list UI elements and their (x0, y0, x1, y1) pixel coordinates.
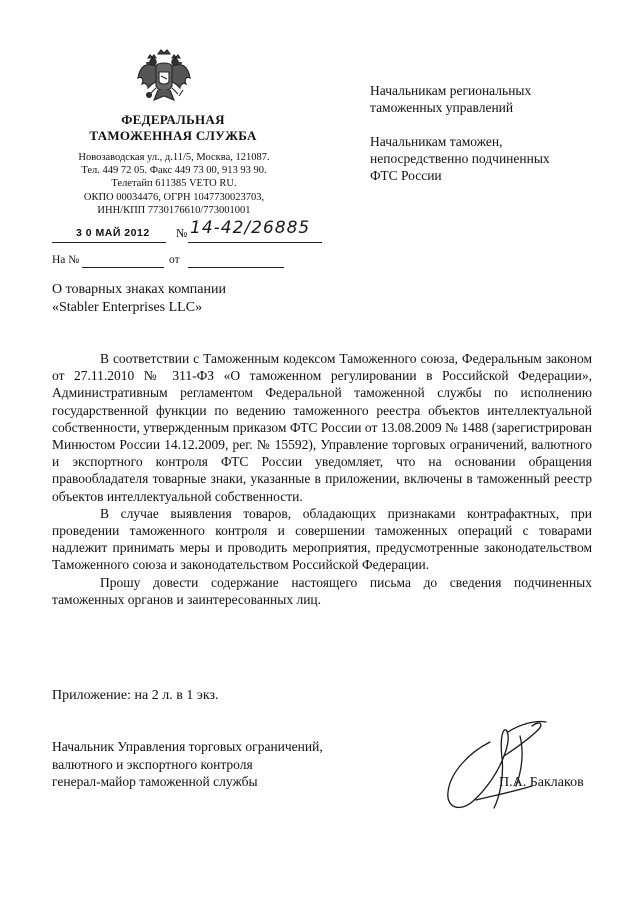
reply-number-underline (82, 267, 164, 268)
reply-to-label: На № (52, 254, 80, 266)
signatory-title-line: генерал-майор таможенной службы (52, 774, 258, 789)
organization-line: ТАМОЖЕННАЯ СЛУЖБА (89, 128, 257, 143)
subject-line: «Stabler Enterprises LLC» (52, 300, 203, 315)
attachment-note: Приложение: на 2 л. в 1 экз. (52, 688, 219, 703)
signatory-title-line: Начальник Управления торговых ограничений, (52, 739, 323, 754)
recipient-line: таможенных управлений (370, 100, 514, 115)
body-paragraph: В соответствии с Таможенным кодексом Таможенного союза, Федеральным законом от 27.11.2010 № 311-ФЗ «О таможенном регулировании в Российской Федерации», Административным регламентом Федеральной таможенной службы по исполнению государственной функции по ведению таможенного реестра объектов интеллектуальной собственности, утвержденным приказом ФТС России от 13.08.2009 № 1488 (зарегистрирован Минюстом России 14.12.2009, рег. № 15592), Управление торговых ограничений, валютного и экспортного контроля ФТС России уведомляет, что на основании обращения правообладателя товарные знаки, указанные в приложении, включены в таможенный реестр объектов интеллектуальной собственности. (52, 351, 592, 504)
coat-of-arms-icon (136, 48, 192, 106)
address-line: Телетайп 611385 VETO RU. (111, 178, 237, 190)
registration-number: 14-42/26885 (190, 218, 311, 238)
organization-address (52, 151, 296, 217)
address-line: ОКПО 00034476, ОГРН 1047730023703, (83, 191, 265, 203)
organization-line: ФЕДЕРАЛЬНАЯ (121, 112, 225, 127)
from-label: от (169, 254, 180, 266)
recipient-line: Начальникам региональных (370, 83, 532, 98)
recipient-line: ФТС России (370, 168, 442, 183)
date-underline (52, 242, 166, 243)
recipient-line: непосредственно подчиненных (370, 151, 550, 166)
signatory-title (52, 738, 382, 791)
letter-subject (52, 281, 352, 317)
number-label: № (176, 226, 188, 240)
address-line: ИНН/КПП 7730176610/773001001 (97, 204, 251, 216)
signatory-name: П.А. Баклаков (499, 775, 584, 790)
recipient-line: Начальникам таможен, (370, 134, 503, 149)
reply-reference-line (52, 254, 332, 272)
organization-name (60, 112, 286, 144)
body-paragraph: В случае выявления товаров, обладающих признаками контрафактных, при проведении таможенного контроля и совершении таможенных операций с товарами надлежит принимать меры и проводить мероприятия, предусмотренные законодательством Таможенного союза и законодательством Российской Федерации. (52, 505, 592, 573)
number-underline (188, 242, 322, 243)
handwritten-signature (420, 712, 570, 822)
recipients-block (370, 82, 610, 201)
letter-body (52, 350, 592, 608)
recipient (370, 82, 610, 116)
recipient (370, 133, 610, 184)
body-paragraph: Прошу довести содержание настоящего письма до сведения подчиненных таможенных органов и заинтересованных лиц. (52, 574, 592, 607)
reply-date-underline (188, 267, 284, 268)
address-line: Новозаводская ул., д.11/5, Москва, 121087. (78, 152, 270, 163)
address-line: Тел. 449 72 05. Факс 449 73 00, 913 93 90. (81, 165, 267, 177)
subject-line: О товарных знаках компании (52, 282, 226, 297)
signatory-title-line: валютного и экспортного контроля (52, 756, 253, 772)
registration-date: 3 0 МАЙ 2012 (76, 227, 150, 239)
registration-line (52, 218, 312, 245)
